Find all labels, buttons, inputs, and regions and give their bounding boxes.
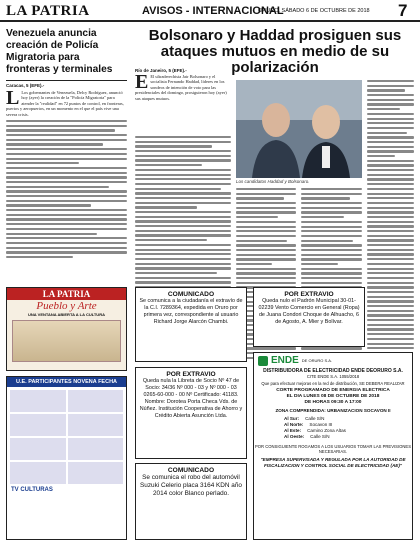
masthead: LA PATRIA: [6, 3, 90, 19]
right-body-col1: [135, 136, 231, 312]
ad-body: Queda nula la Libreta de Socio Nº 47 de Socio: 34/36 Nº 000 - 03 y Nº 000 - 03 0265-60-000 - 00 Nº Certificado: 41183. Nombre: Dorotea Porta Checa Vds. de Núñez. Institución Cooperativa de Ahorro y Crédito Abierta Asunción Ltda.: [139, 378, 243, 419]
ende-date: EL DIA LUNES 08 DE OCTUBRE DE 2018: [286, 394, 380, 399]
ende-zone-title: ZONA COMPRENDIDA: URBANIZACION SOCAVON II: [275, 408, 391, 413]
comunicado-ad-2: [135, 463, 247, 540]
school-tile: [68, 438, 124, 460]
ad-title: COMUNICADO: [167, 467, 215, 474]
ende-logo: ENDE: [271, 355, 299, 366]
zone-row: Al Oeste: Calle S/N: [284, 434, 330, 439]
left-headline: Venezuela anuncia creación de Policía Migratoria para fronteras y terminales: [6, 28, 113, 75]
ende-logo-sub: DE ORURO S.A.: [301, 358, 333, 363]
right-lead: E El ultraderechista Jair Bolsonaro y el socialista Fernando Haddad, líderes en los sondeos de intención de voto para las presidenciales del domingo, prosiguieron hoy (ayer) sus ataques mutuos.: [135, 74, 227, 101]
school-tile: [10, 462, 66, 484]
ad-artwork: [12, 320, 121, 362]
school-grid: [7, 387, 126, 487]
page-number: 7: [398, 1, 408, 20]
extravio-ad-1: [135, 367, 247, 459]
ad-title: COMUNICADO: [167, 291, 215, 298]
la-patria-ad: [6, 287, 127, 371]
ad-subtitle: Pueblo y Arte: [36, 300, 97, 312]
ad-body: Se comunica el robo del automóvil Suzuki Celerio placa 3164 KDN año 2014 color Blanco perlado.: [140, 474, 242, 497]
school-tile: [10, 438, 66, 460]
section-title: AVISOS - INTERNACIONAL: [142, 5, 284, 17]
ende-cite: CITE ENDE S.A. 1055/2018: [306, 374, 360, 379]
photo-caption: Los candidatos Haddad y Bolsonaro.: [236, 179, 310, 184]
divider: [6, 80, 127, 81]
school-tile: [68, 414, 124, 436]
tv-culturas-logo: TV CULTURAS: [11, 487, 53, 493]
ad-body: Se comunica a la ciudadanía el extravío de la C.I. 7289364, expedida en Oruro por primera vez, correspondiente al usuario Richard Jorge Alarcón Chambi.: [139, 298, 243, 325]
ende-motto: "EMPRESA SUPERVISADA Y REGULADA POR LA AUTORIDAD DE FISCALIZACION Y CONTROL SOCIAL DE ELECTRICIDAD (AE)": [260, 457, 406, 468]
ende-zone-table: [254, 414, 412, 442]
ende-ad: [253, 352, 413, 540]
ende-intro: Que para efectuar mejoras en la red de distribución, SE DEBERA REALIZAR: [261, 381, 405, 386]
right-headline: Bolsonaro y Haddad prosiguen sus ataques mutuos en medio de su polarización: [148, 27, 402, 76]
right-body-col4: [367, 80, 414, 354]
left-lead: L Los gobernantes de Venezuela, Delcy Rodríguez, anunció hoy (ayer) la creación de la "Policía Migratoria" para atender la "realidad" en 72 puntos de control, en fronteras, puertos y aeropuertos, en un momento en el que el país vive una severa crisis.: [6, 90, 124, 117]
zone-row: Al Sur: Calle S/N: [284, 416, 325, 421]
tv-program-ad: [6, 376, 127, 540]
ende-title: DISTRIBUIDORA DE ELECTRICIDAD ENDE DEORURO S.A.: [263, 368, 403, 374]
dateline: ORURO, SÁBADO 6 DE OCTUBRE DE 2018: [258, 8, 370, 14]
left-body-text: [6, 120, 127, 258]
ende-corte-title: CORTE PROGRAMADO DE ENERGIA ELECTRICA: [276, 388, 390, 393]
school-tile: [68, 462, 124, 484]
ad-body: Queda nulo el Padrón Municipal 30-01-02239 Vento Comercio en General (Ropa) de Juana Condori Choque de Alhuacho, 6 de Agosto, A. Mier y Bolívar.: [258, 298, 360, 325]
school-tile: [68, 390, 124, 412]
ad-title: POR EXTRAVIO: [166, 371, 216, 378]
extravio-ad-2: [253, 287, 365, 347]
school-tile: [10, 390, 66, 412]
right-dateline: Río de Janeiro, 5 (EFE).-: [135, 68, 187, 73]
zone-row: Al Este: Camino Zona Altas: [284, 428, 346, 433]
comunicado-ad-1: [135, 287, 247, 362]
ende-footer: POR CONSIGUIENTE ROGAMOS A LOS USUARIOS TOMAR LAS PREVISIONES NECESARIAS.: [255, 444, 411, 454]
ad-title: POR EXTRAVIO: [284, 291, 334, 298]
school-tile: [10, 414, 66, 436]
candidates-photo: [236, 80, 362, 178]
ende-time: DE HORAS 09:30 A 17:00: [304, 400, 362, 405]
ad-tagline: UNA VENTANA ABIERTA A LA CULTURA: [28, 312, 105, 317]
left-dateline: Caracas, 5 (EFE).-: [6, 83, 45, 88]
ad-title: U.E. PARTICIPANTES NOVENA FECHA: [7, 377, 126, 387]
zone-row: Al Norte: Socavon III: [284, 422, 333, 427]
ende-logo-icon: [258, 356, 268, 366]
ad-title: LA PATRIA: [7, 288, 126, 300]
